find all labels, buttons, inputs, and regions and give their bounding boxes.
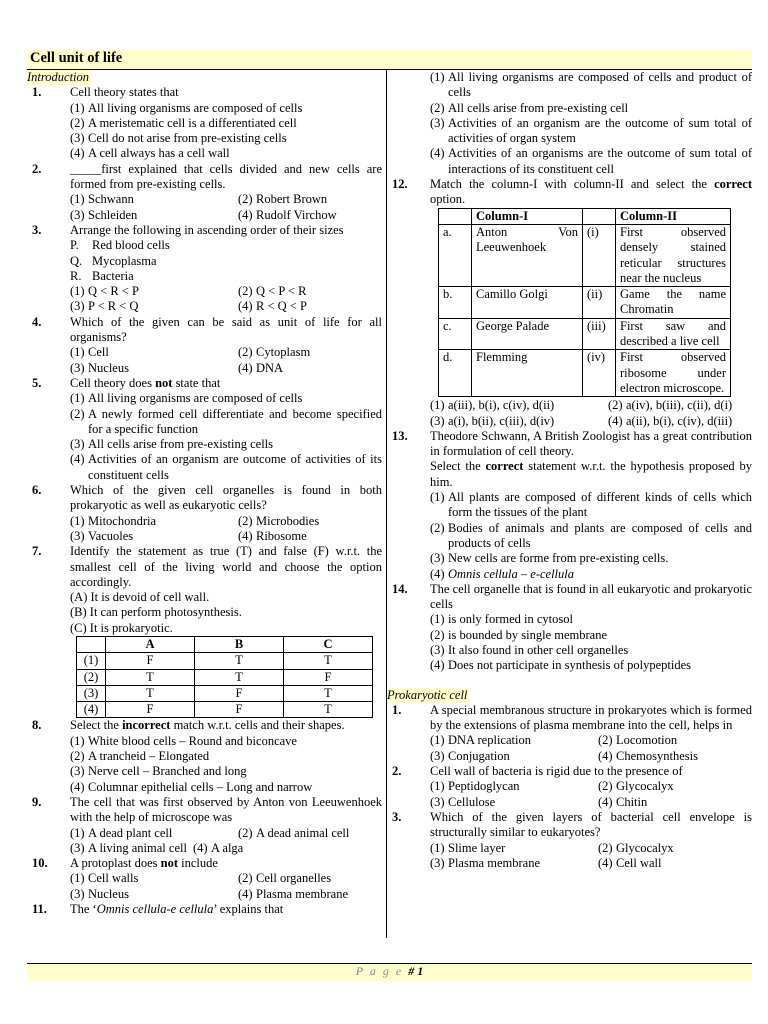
question-stem: The ‘Omnis cellula-e cellula’ explains that <box>70 902 284 917</box>
question-number: 2. <box>32 161 42 176</box>
option-4: (4) Activities of an organism are outcome of activities of its constituent cells <box>70 452 382 482</box>
option-row <box>430 856 752 871</box>
option-1: (1) is only formed in cytosol <box>430 612 573 627</box>
option-row <box>70 529 382 544</box>
match-columns-table <box>438 208 731 398</box>
question-stem: Which of the given cell organelles is found in both prokaryotic as well as eukaryotic cells? <box>70 483 382 513</box>
table-header-row: A B C <box>77 636 373 652</box>
question-number: 12. <box>392 177 408 192</box>
table-row: d. Flemming (iv) First observed ribosome under electron microscope. <box>439 350 731 397</box>
question-1 <box>27 85 382 161</box>
option-row <box>70 887 382 902</box>
option-3: (3) Cellulose <box>430 794 496 809</box>
option-1: (1) Q < R < P <box>70 284 139 299</box>
option-2: (2) Glycocalyx <box>598 779 674 794</box>
option-1: (1) Schwann <box>70 192 134 207</box>
question-stem-2: Select the correct statement w.r.t. the hypothesis proposed by him. <box>430 459 752 489</box>
question-3 <box>27 223 382 315</box>
option-1: (1) All living organisms are composed of cells <box>70 391 303 406</box>
option-1: (1) Peptidoglycan <box>430 779 520 794</box>
option-row <box>430 841 752 856</box>
option-1: (1) White blood cells – Round and biconcave <box>70 733 297 748</box>
option-3: (3) New cells are forme from pre-existing cells. <box>430 551 669 566</box>
option-row <box>430 779 752 794</box>
question-12 <box>387 177 752 429</box>
question-stem: Theodore Schwann, A British Zoologist has a great contribution in formulation of cell theory. <box>430 428 752 459</box>
option-3: (3) Conjugation <box>430 748 510 763</box>
statement-c: (C) It is prokaryotic. <box>70 620 173 635</box>
option-3: (3) Nucleus <box>70 886 129 901</box>
question-stem: _____first explained that cells divided and new cells are formed from pre-existing cells. <box>70 161 382 192</box>
option-row <box>70 826 382 841</box>
option-2: (2) A meristematic cell is a differentiated cell <box>70 115 297 130</box>
table-row: (2) T T F <box>77 669 373 685</box>
right-column <box>387 70 752 871</box>
option-row <box>70 514 382 529</box>
option-3: (3) Plasma membrane <box>430 855 540 870</box>
question-stem: Match the column-I with column-II and select the correct option. <box>430 177 752 207</box>
question-2 <box>27 162 382 223</box>
option-2: (2) Glycocalyx <box>598 840 674 855</box>
table-row: (3) T F T <box>77 685 373 701</box>
option-row <box>70 299 382 314</box>
question-number: 1. <box>32 85 42 100</box>
option-row <box>430 733 752 748</box>
option-4: (4) Plasma membrane <box>238 886 348 901</box>
prokaryotic-question-3 <box>387 810 752 871</box>
option-3: (3) Nerve cell – Branched and long <box>70 764 247 779</box>
statement-b: (B) It can perform photosynthesis. <box>70 605 242 620</box>
question-stem: Which of the given can be said as unit of life for all organisms? <box>70 314 382 345</box>
option-row <box>430 749 752 764</box>
question-stem: The cell organelle that is found in all eukaryotic and prokaryotic cells <box>430 581 752 612</box>
option-row <box>70 192 382 207</box>
table-row: b. Camillo Golgi (ii) Game the name Chromatin <box>439 287 731 319</box>
option-2: (2) Robert Brown <box>238 192 328 207</box>
option-1: (1) All living organisms are composed of cells <box>70 100 303 115</box>
option-4: (4) DNA <box>238 360 284 375</box>
question-stem: Cell wall of bacteria is rigid due to the presence of <box>430 764 683 779</box>
option-2: (2) a(iv), b(iii), c(ii), d(i) <box>608 398 733 413</box>
option-4: (4) Ribosome <box>238 528 307 543</box>
option-4: (4) Cell wall <box>598 855 662 870</box>
page-footer <box>27 963 752 981</box>
question-number: 10. <box>32 856 48 871</box>
question-stem: Select the incorrect match w.r.t. cells and their shapes. <box>70 718 345 733</box>
list-item: P. Red blood cells <box>70 238 170 253</box>
option-3: (3) A living animal cell <box>70 840 187 855</box>
question-stem: Arrange the following in ascending order of their sizes <box>70 222 344 237</box>
question-number: 1. <box>392 702 402 717</box>
option-2: (2) Locomotion <box>598 733 678 748</box>
question-11 <box>27 902 382 917</box>
option-3: (3) Activities of an organism are the outcome of sum total of activities of organ system <box>430 115 752 146</box>
table-row: (4) F F T <box>77 702 373 718</box>
question-number: 2. <box>392 764 402 779</box>
prokaryotic-question-2 <box>387 764 752 810</box>
option-1: (1) DNA replication <box>430 733 531 748</box>
option-4: (4) Does not participate in synthesis of polypeptides <box>430 658 692 673</box>
question-stem: A protoplast does not include <box>70 856 218 871</box>
question-7 <box>27 544 382 718</box>
question-stem: Cell theory states that <box>70 85 179 100</box>
option-2: (2) Bodies of animals and plants are composed of cells and products of cells <box>430 520 752 550</box>
option-2: (2) Q < P < R <box>238 284 307 299</box>
option-3: (3) All cells arise from pre-existing cells <box>70 437 274 452</box>
option-1: (1) All plants are composed of different kinds of cells which form the tissues of the plant <box>430 490 752 520</box>
question-4 <box>27 315 382 376</box>
question-10 <box>27 856 382 902</box>
question-number: 14. <box>392 581 408 596</box>
option-row <box>70 208 382 223</box>
question-5 <box>27 376 382 483</box>
question-8 <box>27 718 382 794</box>
list-item: R. Bacteria <box>70 268 134 283</box>
question-stem: Identify the statement as true (T) and false (F) w.r.t. the smallest cell of the living world and choose the option accordingly. <box>70 544 382 589</box>
question-number: 9. <box>32 794 42 809</box>
option-row <box>70 361 382 376</box>
option-1: (1) Cell walls <box>70 871 139 886</box>
option-1: (1) Cell <box>70 345 109 360</box>
option-1: (1) Slime layer <box>430 840 506 855</box>
section-heading-introduction: Introduction <box>27 70 90 84</box>
option-row <box>430 795 752 810</box>
option-3: (3) a(i), b(ii), c(iii), d(iv) <box>430 413 555 428</box>
question-stem: A special membranous structure in prokaryotes which is formed by the extensions of plasma membrane into the cell, helps in <box>430 702 752 733</box>
question-number: 8. <box>32 718 42 733</box>
option-3: (3) P < R < Q <box>70 299 139 314</box>
option-3: (3) Vacuoles <box>70 528 134 543</box>
option-3: (3) Nucleus <box>70 360 129 375</box>
question-14 <box>387 582 752 674</box>
true-false-table <box>76 636 373 718</box>
question-13 <box>387 429 752 582</box>
option-4: (4) Chitin <box>598 794 648 809</box>
question-6 <box>27 483 382 544</box>
option-1: (1) a(iii), b(i), c(iv), d(ii) <box>430 398 555 413</box>
question-number: 5. <box>32 375 42 390</box>
option-4: (4) A alga <box>192 840 244 855</box>
option-2: (2) A newly formed cell differentiate and become specified for a specific function <box>70 406 382 436</box>
question-number: 4. <box>32 314 42 329</box>
option-row <box>70 871 382 886</box>
page-indicator <box>27 964 752 979</box>
table-row: a. Anton Von Leeuwenhoek (i) First observed densely stained reticular structures near the nucleus <box>439 224 731 286</box>
option-3: (3) Cell do not arise from pre-existing cells <box>70 131 287 146</box>
question-number: 3. <box>32 222 42 237</box>
option-4: (4) a(ii), b(i), c(iv), d(iii) <box>608 413 733 428</box>
page-header <box>27 50 752 70</box>
option-4: (4) R < Q < P <box>238 299 307 314</box>
option-3: (3) Schleiden <box>70 207 138 222</box>
option-2: (2) Cytoplasm <box>238 345 311 360</box>
option-4: (4) Omnis cellula – e-cellula <box>430 566 575 581</box>
page-number: # 1 <box>408 964 424 978</box>
option-3: (3) It also found in other cell organelles <box>430 642 629 657</box>
question-number: 11. <box>32 902 47 917</box>
option-1: (1) A dead plant cell <box>70 825 173 840</box>
option-2: (2) Microbodies <box>238 513 320 528</box>
option-1: (1) All living organisms are composed of cells and product of cells <box>430 70 752 100</box>
option-2: (2) Cell organelles <box>238 871 332 886</box>
option-4: (4) A cell always has a cell wall <box>70 146 230 161</box>
question-stem: The cell that was first observed by Anton von Leeuwenhoek with the help of microscope was <box>70 794 382 825</box>
question-stem: Which of the given layers of bacterial cell envelope is structurally similar to eukaryotes? <box>430 809 752 840</box>
statement-a: (A) It is devoid of cell wall. <box>70 590 210 605</box>
question-9 <box>27 795 382 856</box>
table-row: (1) F T T <box>77 653 373 669</box>
option-2: (2) All cells arise from pre-existing cell <box>430 100 629 115</box>
option-2: (2) A dead animal cell <box>238 825 350 840</box>
option-1: (1) Mitochondria <box>70 513 157 528</box>
option-row <box>70 284 382 299</box>
option-row <box>430 414 752 429</box>
option-row <box>70 841 382 856</box>
prokaryotic-question-1 <box>387 703 752 764</box>
section-heading-prokaryotic-cell: Prokaryotic cell <box>387 687 468 702</box>
option-4: (4) Rudolf Virchow <box>238 207 337 222</box>
option-row <box>430 398 752 413</box>
question-stem: Cell theory does not state that <box>70 375 221 390</box>
option-2: (2) A trancheid – Elongated <box>70 749 210 764</box>
question-11-options <box>387 70 752 177</box>
question-number: 3. <box>392 809 402 824</box>
left-column <box>27 70 382 917</box>
option-row <box>70 345 382 360</box>
option-4: (4) Activities of an organisms are the outcome of sum total of interactions of its constituent cell <box>430 146 752 176</box>
question-number: 6. <box>32 483 42 498</box>
table-header-row: Column-I Column-II <box>439 208 731 224</box>
table-row: c. George Palade (iii) First saw and described a live cell <box>439 318 731 350</box>
option-4: (4) Chemosynthesis <box>598 748 698 763</box>
option-2: (2) is bounded by single membrane <box>430 627 607 642</box>
question-number: 13. <box>392 428 408 443</box>
page-label: P a g e <box>355 964 404 978</box>
option-4: (4) Columnar epithelial cells – Long and narrow <box>70 779 313 794</box>
list-item: Q. Mycoplasma <box>70 253 157 268</box>
page-title: Cell unit of life <box>30 50 123 66</box>
question-number: 7. <box>32 544 42 559</box>
